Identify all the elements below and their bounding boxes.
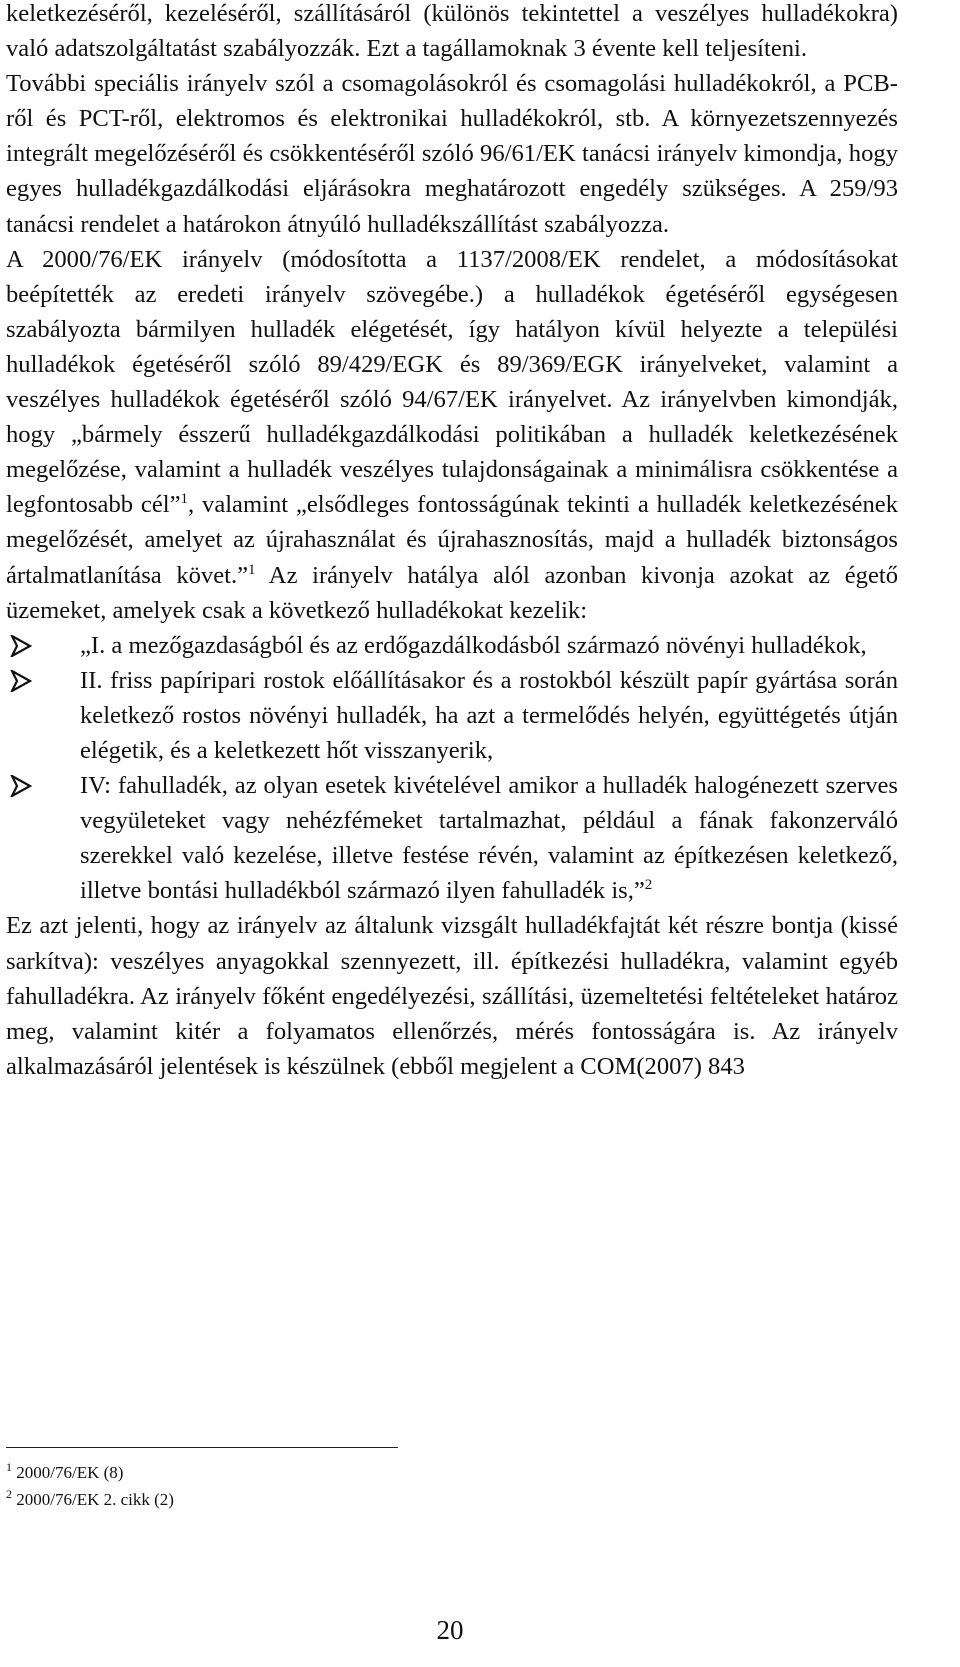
bullet-text-2: II. friss papíripari rostok előállításakor és a rostokból készült papír gyártása során keletkező rostos növényi hulladék, ha azt a termelődés helyén, együttégetés útján elégetik, és a keletkezett hőt visszanyerik, bbox=[80, 666, 898, 764]
footnote-mark: 2 bbox=[6, 1487, 12, 1501]
footnote-ref-2: 2 bbox=[644, 877, 653, 894]
footnote-text: 2000/76/EK (8) bbox=[16, 1463, 124, 1482]
arrowhead-bullet-icon bbox=[10, 775, 32, 797]
arrowhead-bullet-icon bbox=[10, 635, 32, 657]
closing-paragraph: Ez azt jelenti, hogy az irányelv az általunk vizsgált hulladékfajtát két részre bontja (kissé sarkítva): veszélyes anyagokkal szennyezett, ill. építkezési hulladékra, valamint egyéb fahulladékra. Az irányelv főként engedélyezési, szállítási, üzemeltetési feltételeket határoz meg, valamint kitér a folyamatos ellenőrzés, mérés fontosságára is. Az irányelv alkalmazásáról jelentések is készülnek (ebből megjelent a COM(2007) 843 bbox=[6, 912, 898, 1080]
bullet-text-3: IV: fahulladék, az olyan esetek kivételével amikor a hulladék halogénezett szerves vegyületeket vagy nehézfémeket tartalmazhat, például a fának fakonzerváló szerekkel való kezelése, illetve festése révén, valamint az építkezésen keletkező, illetve bontási hulladékból származó ilyen fahulladék is,” bbox=[80, 772, 898, 905]
paragraph-3 bbox=[6, 242, 898, 628]
paragraph-1: keletkezéséről, kezeléséről, szállításáról (különös tekintettel a veszélyes hulladékokra) való adatszolgáltatást szabályozzák. Ezt a tagállamoknak 3 évente kell teljesíteni. bbox=[6, 0, 898, 63]
footnote-ref-1: 1 bbox=[180, 491, 188, 508]
body-text bbox=[6, 0, 898, 1084]
paragraph-3-part-3: Az irányelv hatálya alól azonban kivonja azokat az égető üzemeket, amelyek csak a következő hulladékokat kezelik: bbox=[6, 561, 898, 624]
paragraph-3-part-1: A 2000/76/EK irányelv (módosította a 1137/2008/EK rendelet, a módosításokat beépítették az eredeti irányelv szövegébe.) a hulladékok égetéséről egységesen szabályozta bármilyen hulladék elégetését, így hatályon kívül helyezte a települési hulladékok égetéséről szóló 89/429/EGK és 89/369/EGK irányelveket, valamint a veszélyes hulladékok égetéséről szóló 94/67/EK irányelvet. Az irányelvben kimondják, hogy „bármely ésszerű hulladékgazdálkodási politikában a hulladék keletkezésének megelőzése, valamint a hulladék veszélyes tulajdonságainak a minimálisra csökkentése a legfontosabb cél” bbox=[6, 245, 898, 519]
footnote-2 bbox=[6, 1486, 606, 1513]
page-number: 20 bbox=[436, 1615, 464, 1645]
paragraph-2: További speciális irányelv szól a csomagolásokról és csomagolási hulladékokról, a PCB-ről és PCT-ről, elektromos és elektronikai hulladékokról, stb. A környezetszennyezés integrált megelőzéséről és csökkentéséről szóló 96/61/EK tanácsi irányelv kimondja, hogy egyes hulladékgazdálkodási eljárásokra meghatározott engedély szükséges. A 259/93 tanácsi rendelet a határokon átnyúló hulladékszállítást szabályozza. bbox=[6, 70, 898, 238]
footnote-ref-1b: 1 bbox=[248, 561, 256, 578]
footnote-separator bbox=[6, 1447, 398, 1448]
bullet-text-1: „I. a mezőgazdaságból és az erdőgazdálkodásból származó növényi hulladékok, bbox=[80, 631, 867, 659]
arrowhead-bullet-icon bbox=[10, 670, 32, 692]
bullet-item bbox=[6, 663, 898, 768]
footnote-1 bbox=[6, 1459, 606, 1486]
footnote-mark: 1 bbox=[6, 1460, 12, 1474]
footnote-text: 2000/76/EK 2. cikk (2) bbox=[16, 1490, 174, 1509]
bullet-item bbox=[6, 768, 898, 908]
paragraph-3-part-2: , valamint „elsődleges fontosságúnak tekinti a hulladék keletkezésének megelőzését, amelyet az újrahasználat és újrahasznosítás, majd a hulladék biztonságos ártalmatlanítása követ.” bbox=[6, 491, 898, 589]
footnotes bbox=[6, 1459, 606, 1513]
bullet-item bbox=[6, 628, 898, 663]
bullet-list bbox=[6, 628, 898, 909]
